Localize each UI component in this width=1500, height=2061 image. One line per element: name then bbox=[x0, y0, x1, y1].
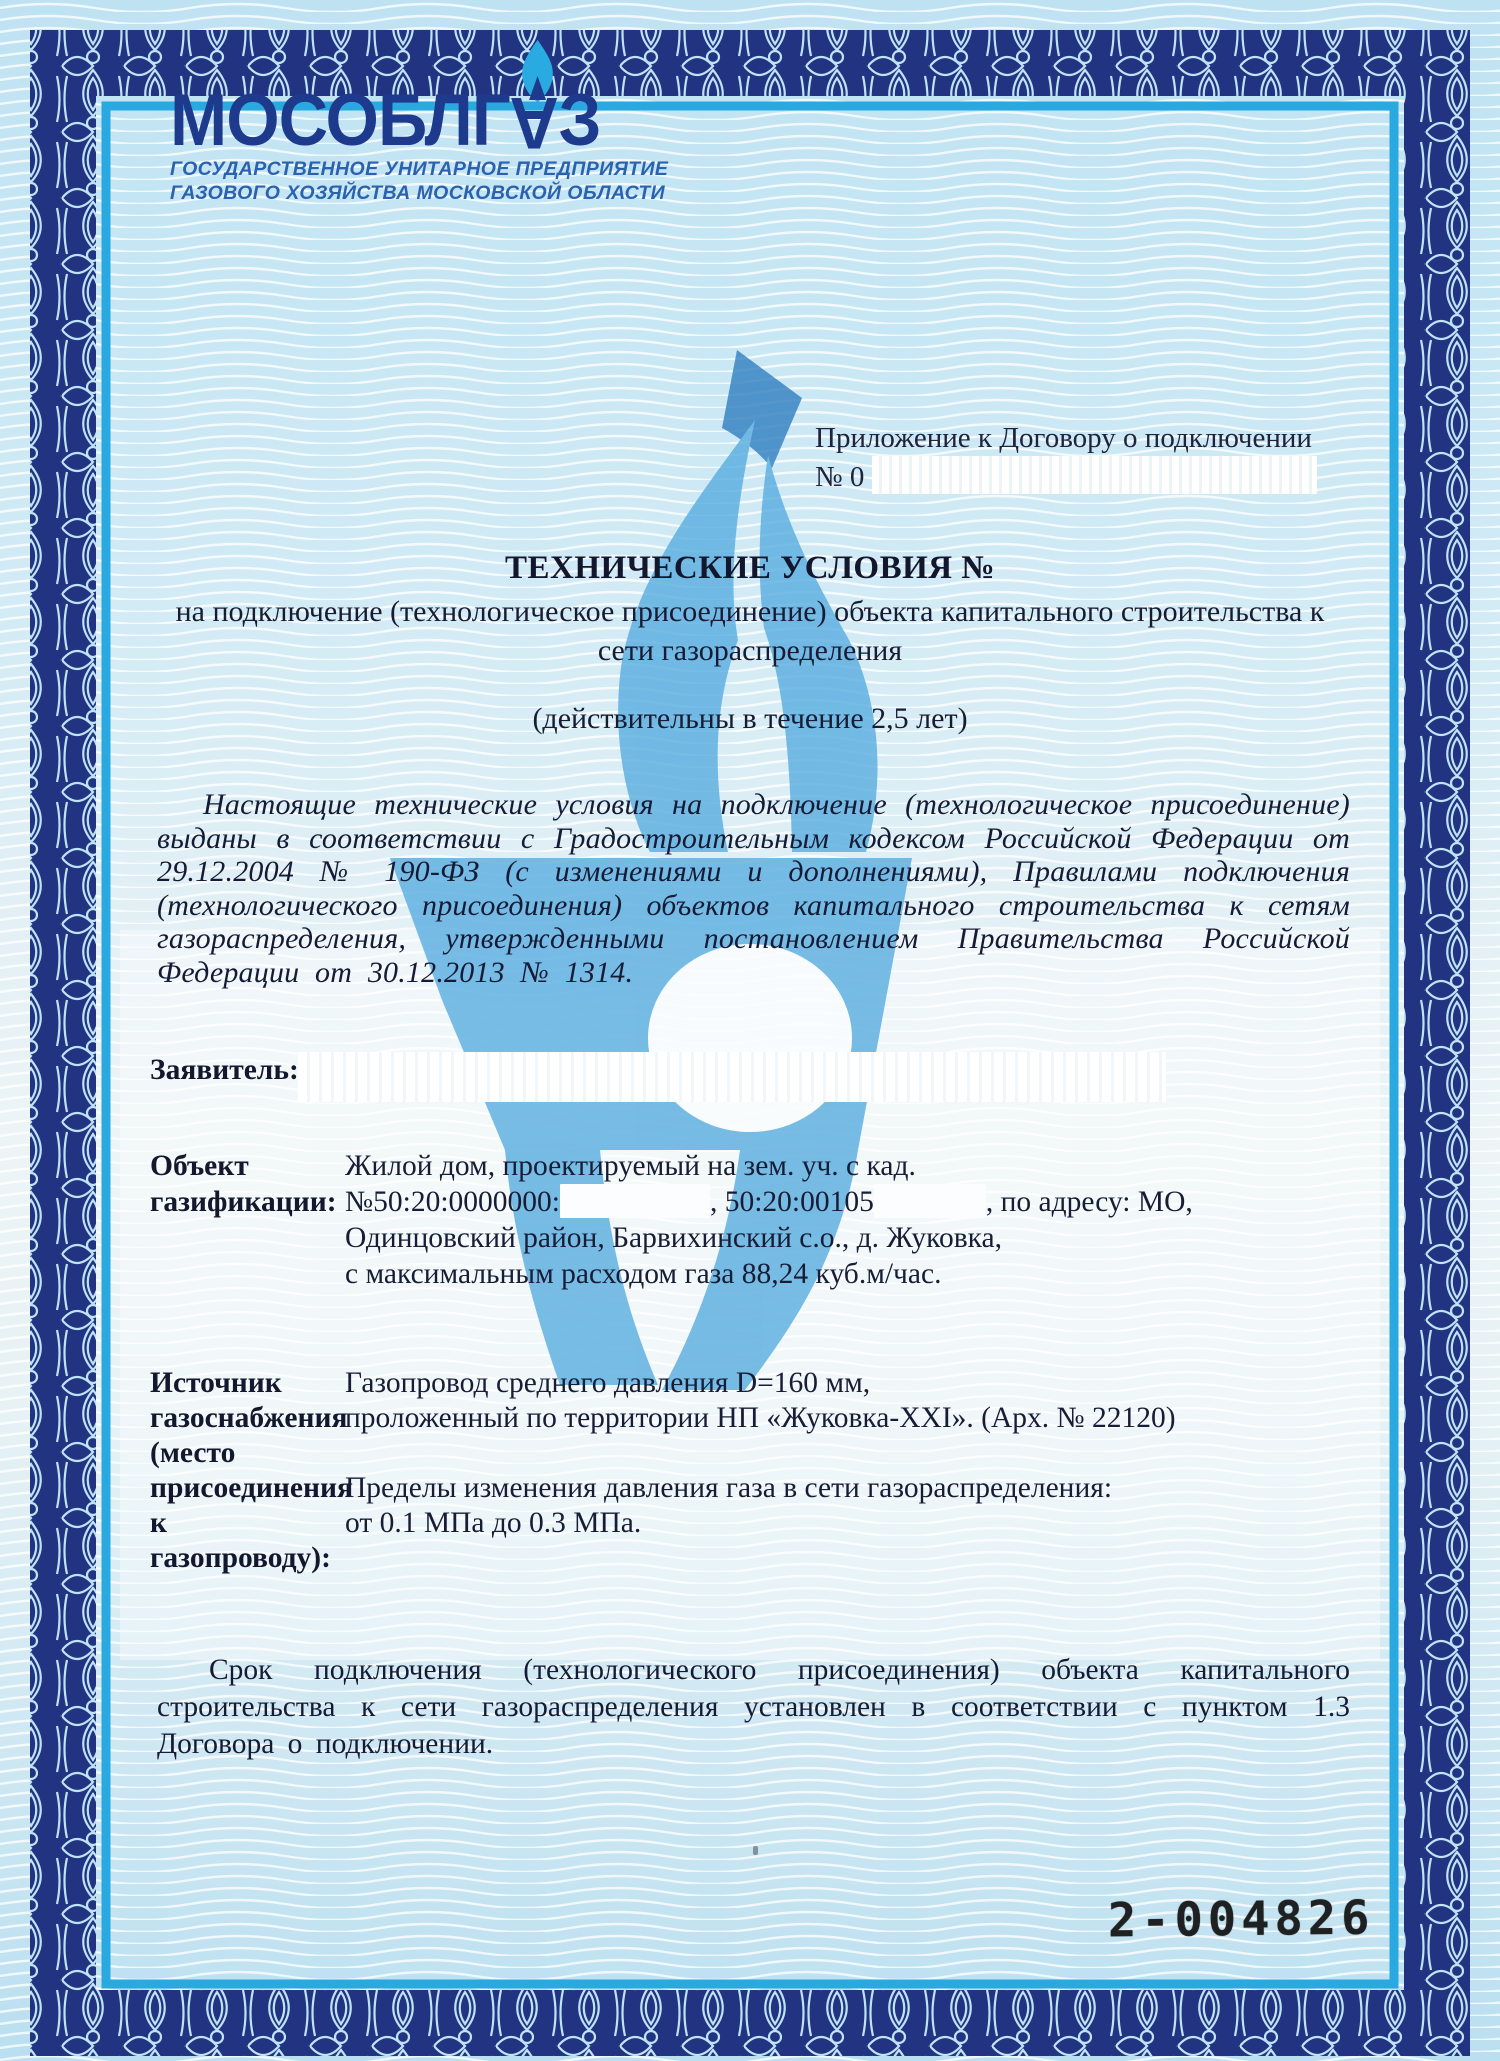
page-subtitle: на подключение (технологическое присоединение) объекта капитального строительства к сети газораспределения bbox=[175, 595, 1325, 667]
legal-preamble: Настоящие технические условия на подключение (технологическое присоединение) выданы в соответствии с Градостроительным кодексом Российской Федерации от 29.12.2004 № 190-ФЗ (с изменениями и дополнениями), Правилами подключения (технологического присоединения) объектов капитального строительства к сетям газораспределения, утвержденными постановлением Правительства Российской Федерации от 30.12.2013 № 1314. bbox=[157, 788, 1350, 989]
cadastral-redaction-1 bbox=[560, 1184, 710, 1218]
pressure-line1: Пределы изменения давления газа в сети газораспределения: bbox=[345, 1472, 1113, 1504]
object-value bbox=[345, 1148, 1360, 1292]
source-value-line2: проложенный по территории НП «Жуковка-XXI». (Арх. № 22120) bbox=[345, 1402, 1176, 1434]
brand-logo-stylized-a: А bbox=[510, 84, 559, 157]
pressure-line2: от 0.1 МПа до 0.3 МПа. bbox=[345, 1507, 642, 1539]
annex-number-prefix: № 0 bbox=[815, 461, 865, 493]
object-label bbox=[150, 1148, 345, 1220]
object-label-line1: Объект bbox=[150, 1150, 249, 1182]
scan-speck bbox=[753, 1846, 758, 1855]
annex-line2 bbox=[815, 456, 1317, 495]
annex-reference bbox=[815, 420, 1317, 495]
object-label-line2: газификации: bbox=[150, 1186, 337, 1218]
object-value-line4: с максимальным расходом газа 88,24 куб.м/час. bbox=[345, 1258, 942, 1290]
closing-paragraph: Срок подключения (технологического присоединения) объекта капитального строительства к сети газораспределения установлен в соответствии с пунктом 1.3 Договора о подключении. bbox=[157, 1654, 1350, 1760]
source-label: Источник газоснабжения (место присоединения к газопроводу): bbox=[150, 1367, 353, 1574]
object-value-line2: №50:20:0000000: , 50:20:00105 , по адресу: МО, bbox=[345, 1186, 1193, 1218]
brand-tagline-line2: ГАЗОВОГО ХОЗЯЙСТВА МОСКОВСКОЙ ОБЛАСТИ bbox=[170, 182, 666, 204]
annex-line1: Приложение к Договору о подключении bbox=[815, 422, 1312, 454]
applicant-label: Заявитель: bbox=[150, 1054, 299, 1086]
validity-note: (действительны в течение 2,5 лет) bbox=[532, 702, 968, 735]
source-value-line1: Газопровод среднего давления D=160 мм, bbox=[345, 1367, 871, 1399]
object-value-line3: Одинцовский район, Барвихинский с.о., д. Жуковка, bbox=[345, 1222, 1002, 1254]
brand-tagline-line1: ГОСУДАРСТВЕННОЕ УНИТАРНОЕ ПРЕДПРИЯТИЕ bbox=[170, 158, 669, 180]
source-value bbox=[345, 1366, 1365, 1541]
brand-logo bbox=[170, 80, 638, 163]
source-value-spacer bbox=[345, 1436, 1365, 1471]
brand-header bbox=[170, 80, 669, 205]
brand-logo-suffix: З bbox=[558, 80, 601, 161]
cadastral-redaction-2 bbox=[874, 1184, 986, 1218]
brand-logo-prefix: МОСОБЛГ bbox=[170, 80, 510, 161]
contract-number-redaction bbox=[872, 456, 1317, 494]
applicant-name-redaction bbox=[298, 1052, 1166, 1102]
object-value-line1: Жилой дом, проектируемый на зем. уч. с кад. bbox=[345, 1150, 916, 1182]
page-title: ТЕХНИЧЕСКИЕ УСЛОВИЯ № bbox=[504, 550, 995, 586]
form-number-stamp: 2-004826 bbox=[1107, 1890, 1375, 1949]
